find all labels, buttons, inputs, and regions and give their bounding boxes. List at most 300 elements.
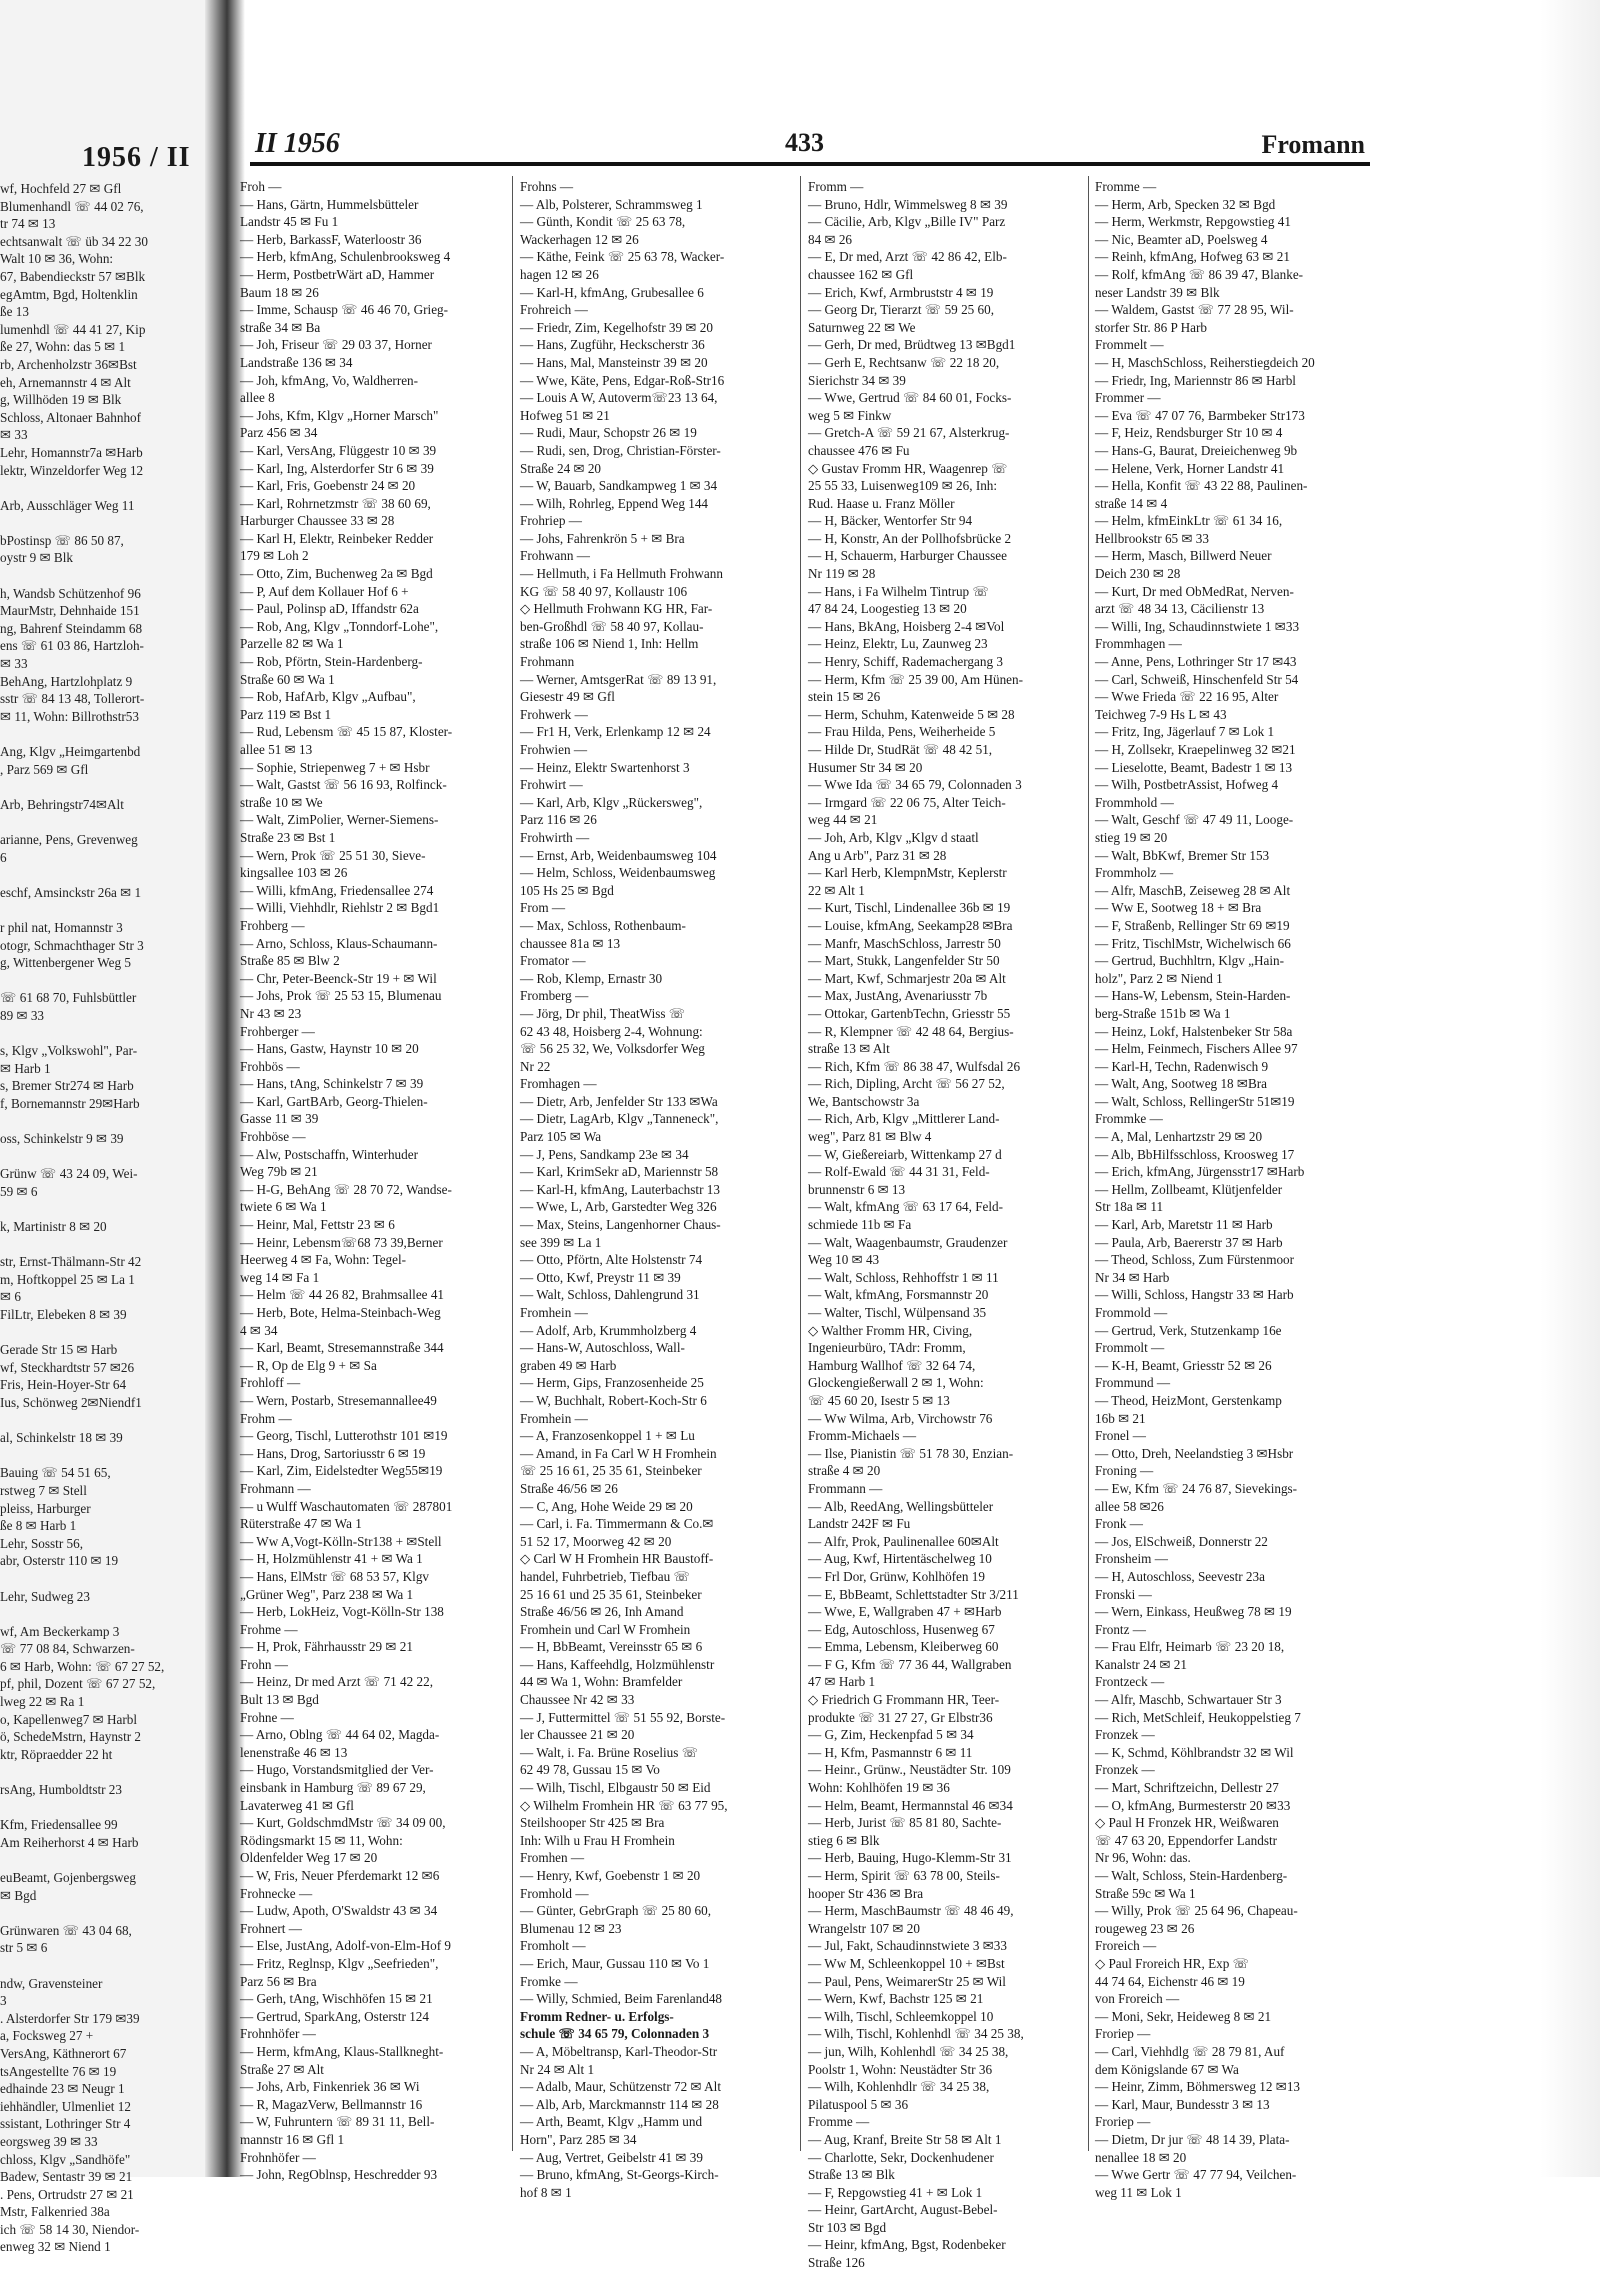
directory-entry: — Fritz, Reglnsp, Klgv „Seefrieden", [240,1955,439,1971]
directory-entry: — Heinz, Dr med Arzt ☏ 71 42 22, [240,1674,434,1690]
directory-entry: — Max, JustAng, Avenariusstr 7b [808,988,988,1004]
directory-entry: — Ww E, Sootweg 18 + ✉ Bra [1095,900,1262,916]
directory-entry: straße 4 ✉ 20 [808,1463,881,1479]
column-separator [512,176,513,2151]
directory-entry: straße 14 ✉ 4 [1095,495,1168,511]
directory-entry: — Johs, Prok ☏ 25 53 15, Blumenau [240,988,442,1004]
surname-heading: Frommund — [1095,1375,1171,1391]
left-page-line: wf, Hochfeld 27 ✉ Gfl [0,181,122,196]
firm-entry: ◇ Paul H Fronzek HR, Weißwaren [1095,1815,1279,1831]
surname-heading: Fromme — [808,2114,870,2130]
directory-entry: — Willi, kfmAng, Friedensallee 274 [240,882,434,898]
directory-entry: Straße 60 ✉ Wa 1 [240,671,335,687]
surname-heading: Frohberg — [240,917,305,933]
directory-entry: — Dietr, LagArb, Klgv „Tanneneck", [520,1111,719,1127]
directory-entry: — Wilh, Tischl, Elbgaustr 50 ✉ Eid [520,1780,711,1796]
directory-entry: ler Chaussee 21 ✉ 20 [520,1727,635,1743]
directory-entry: — Karl, Arb, Klgv „Rückersweg", [520,794,703,810]
left-page-line: Kfm, Friedensallee 99 [0,1817,118,1833]
directory-entry: weg 44 ✉ 21 [808,812,878,828]
directory-entry: — Heinr, kfmAng, Bgst, Rodenbeker [808,2237,1006,2253]
surname-heading: Frohwann — [520,548,590,564]
directory-entry: — Georg Dr, Tierarzt ☏ 59 25 60, [808,302,995,318]
left-page-line: Walt 10 ✉ 36, Wohn: [0,251,114,267]
directory-entry: — Herm, PostbetrWärt aD, Hammer [240,266,435,282]
firm-entry: ◇ Wilhelm Fromhein HR ☏ 63 77 95, [520,1797,728,1813]
directory-entry: — Henry, Schiff, Rademachergang 3 [808,654,1003,670]
directory-entry: — Walt, Schloss, Dahlengrund 31 [520,1287,700,1303]
directory-entry: — Walt, Geschf ☏ 47 49 11, Looge- [1095,812,1294,828]
directory-entry: — Herb, Bauing, Hugo-Klemm-Str 31 [808,1850,1012,1866]
directory-entry: — u Wulff Waschautomaten ☏ 287801 [240,1498,453,1514]
directory-entry: Rüterstraße 47 ✉ Wa 1 [240,1516,362,1532]
directory-entry: — Wern, Kwf, Bachstr 125 ✉ 21 [808,1991,984,2007]
left-page-line: ☏ 61 68 70, Fuhlsbüttler [0,990,137,1006]
directory-entry: — A, Franzosenkoppel 1 + ✉ Lu [520,1428,695,1444]
directory-entry: — Hans, Zugführ, Heckscherstr 36 [520,337,705,353]
directory-entry: — A, Mal, Lenhartzstr 29 ✉ 20 [1095,1129,1263,1145]
firm-entry: ◇ Friedrich G Frommann HR, Teer- [808,1692,1000,1708]
left-page-line: Lehr, Sosstr 56, [0,1535,83,1551]
surname-heading: Froning — [1095,1463,1154,1479]
directory-entry: — Otto, Kwf, Preystr 11 ✉ 39 [520,1269,681,1285]
directory-entry: Parz 456 ✉ 34 [240,425,318,441]
directory-entry: — jun, Wilh, Kohlenhdl ☏ 34 25 38, [808,2043,1009,2059]
directory-entry: Glockengießerwall 2 ✉ 1, Wohn: [808,1375,984,1391]
directory-entry: — Hellmuth, i Fa Hellmuth Frohwann [520,566,723,582]
directory-entry: ben-Großhdl ☏ 58 40 97, Kollau- [520,618,704,634]
directory-entry: — Alw, Postschaffn, Winterhuder [240,1146,418,1162]
directory-entry: — Hans-W, Autoschloss, Wall- [520,1340,685,1356]
directory-entry: — Amand, in Fa Carl W H Fromhein [520,1445,717,1461]
directory-entry: — Karl, Maur, Bundesstr 3 ✉ 13 [1095,2096,1270,2112]
directory-entry: — H, Konstr, An der Pollhofsbrücke 2 [808,530,1012,546]
left-page-line [0,1447,200,1465]
firm-entry: Fromm Redner- u. Erfolgs- [520,2008,674,2024]
directory-entry: — Arno, Schloss, Klaus-Schaumann- [240,935,438,951]
directory-entry: Blumenau 12 ✉ 23 [520,1920,622,1936]
directory-entry: — Wern, Postarb, Stresemannallee49 [240,1392,437,1408]
directory-entry: Fromhein und Carl W Fromhein [520,1621,691,1637]
directory-entry: — Moni, Sekr, Heideweg 8 ✉ 21 [1095,2008,1272,2024]
directory-entry: Parzelle 82 ✉ Wa 1 [240,636,344,652]
surname-heading: Fronski — [1095,1586,1152,1602]
directory-entry: — Rud, Lebensm ☏ 45 15 87, Kloster- [240,724,453,740]
directory-column-2 [520,178,778,2200]
surname-heading: Frohreich — [520,302,588,318]
directory-entry: — Alb, Arb, Marckmannstr 114 ✉ 28 [520,2096,719,2112]
directory-entry: — F G, Kfm ☏ 77 36 44, Wallgraben [808,1656,1012,1672]
surname-heading: Frohnhöfer — [240,2149,316,2165]
directory-entry: — H-G, BehAng ☏ 28 70 72, Wandse- [240,1181,452,1197]
directory-entry: — Gertrud, Verk, Stutzenkamp 16e [1095,1322,1282,1338]
directory-entry: — Heinr., Grünw., Neustädter Str. 109 [808,1762,1011,1778]
directory-entry: — H, MaschSchloss, Reiherstiegdeich 20 [1095,354,1315,370]
left-page-line: edhainde 23 ✉ Neugr 1 [0,2081,125,2097]
left-page-line: oss, Schinkelstr 9 ✉ 39 [0,1131,124,1147]
directory-entry: ☏ 45 60 20, Isestr 5 ✉ 13 [808,1392,950,1408]
directory-entry: 62 43 48, Hoisberg 2-4, Wohnung: [520,1023,703,1039]
directory-entry: — Walt, Gastst ☏ 56 16 93, Rolfinck- [240,777,447,793]
directory-entry: — Heinr, Lebensm☏68 73 39,Berner [240,1234,443,1250]
directory-entry: — Helm, Schloss, Weidenbaumsweg [520,865,716,881]
directory-entry: Pilatuspool 5 ✉ 36 [808,2096,909,2112]
directory-entry: ☏ 47 63 20, Eppendorfer Landstr [1095,1832,1278,1848]
left-page-line: ndw, Gravensteiner [0,1975,103,1991]
left-page-line: BehAng, Hartzlohplatz 9 [0,673,133,689]
directory-entry: Sierichstr 34 ✉ 39 [808,372,906,388]
directory-entry: — Hans-W, Lebensm, Stein-Harden- [1095,988,1291,1004]
directory-entry: Deich 230 ✉ 28 [1095,566,1181,582]
directory-entry: — Rolf-Ewald ☏ 44 31 31, Feld- [808,1164,990,1180]
directory-entry: — Erich, Kwf, Armbruststr 4 ✉ 19 [808,284,994,300]
surname-heading: Frommann — [808,1480,883,1496]
left-page-line: o, Kapellenweg7 ✉ Harbl [0,1711,138,1727]
directory-entry: Parz 56 ✉ Bra [240,1973,317,1989]
left-page-line: Am Reiherhorst 4 ✉ Harb [0,1834,139,1850]
directory-entry: — Irmgard ☏ 22 06 75, Alter Teich- [808,794,1006,810]
directory-entry: Frohmann [520,654,575,670]
left-page-line: f, Bornemannstr 29✉Harb [0,1095,140,1111]
directory-entry: — Georg, Tischl, Lutterothstr 101 ✉19 [240,1428,448,1444]
directory-entry: — E, BbBeamt, Schlettstadter Str 3/211 [808,1586,1019,1602]
directory-entry: — Helm, Feinmech, Fischers Allee 97 [1095,1041,1298,1057]
directory-entry: — R, Klempner ☏ 42 48 64, Bergius- [808,1023,1014,1039]
directory-entry: straße 106 ✉ Niend 1, Inh: Hellm [520,636,699,652]
surname-heading: Froriep — [1095,2114,1151,2130]
directory-entry: — Fritz, Ing, Jägerlauf 7 ✉ Lok 1 [1095,724,1275,740]
surname-heading: Frohnert — [240,1920,302,1936]
left-page-line: r phil nat, Homannstr 3 [0,919,123,935]
left-page-line: , Parz 569 ✉ Gfl [0,761,89,777]
surname-heading: Frontz — [1095,1621,1146,1637]
directory-entry: chaussee 162 ✉ Gfl [808,266,914,282]
directory-entry: Ang u Arb", Parz 31 ✉ 28 [808,847,947,863]
left-page-line [0,1148,200,1166]
surname-heading: von Froreich — [1095,1991,1180,2007]
directory-entry: Harburger Chaussee 33 ✉ 28 [240,513,395,529]
directory-entry: schmiede 11b ✉ Fa [808,1217,912,1233]
directory-entry: — Wilh, Tischl, Kohlenhdl ☏ 34 25 38, [808,2026,1024,2042]
directory-entry: stieg 19 ✉ 20 [1095,829,1168,845]
directory-entry: — Manfr, MaschSchloss, Jarrestr 50 [808,935,1001,951]
directory-entry: mannstr 16 ✉ Gfl 1 [240,2131,345,2147]
directory-entry: — Karl-H, Techn, Radenwisch 9 [1095,1058,1269,1074]
directory-entry: — Willi, Schloss, Hangstr 33 ✉ Harb [1095,1287,1294,1303]
directory-entry: Teichweg 7-9 Hs L ✉ 43 [1095,706,1227,722]
directory-entry: produkte ☏ 31 27 27, Gr Elbstr36 [808,1709,993,1725]
directory-entry: — Aug, Kranf, Breite Str 58 ✉ Alt 1 [808,2131,1002,2147]
left-page-line [0,1200,200,1218]
directory-entry: weg", Parz 81 ✉ Blw 4 [808,1129,932,1145]
directory-entry: Nr 34 ✉ Harb [1095,1269,1170,1285]
directory-entry: — Fr1 H, Verk, Erlenkamp 12 ✉ 24 [520,724,711,740]
directory-entry: — Walt, Waagenbaumstr, Graudenzer [808,1234,1008,1250]
directory-entry: — Karl, Arb, Maretstr 11 ✉ Harb [1095,1217,1273,1233]
directory-entry: — Walt, kfmAng ☏ 63 17 64, Feld- [808,1199,1004,1215]
left-page-line: otogr, Schmachthager Str 3 [0,937,144,953]
directory-entry: Straße 46/56 ✉ 26, Inh Amand [520,1604,684,1620]
directory-entry: — Mart, Stukk, Langenfelder Str 50 [808,953,1000,969]
directory-entry: — Hans, ElMstr ☏ 68 53 57, Klgv [240,1568,430,1584]
left-page-line: echtsanwalt ☏ üb 34 22 30 [0,233,148,249]
directory-entry: — Wilh, PostbetrAssist, Hofweg 4 [1095,777,1279,793]
directory-entry: — Paula, Arb, Baererstr 37 ✉ Harb [1095,1234,1283,1250]
directory-entry: — Wilh, Kohlenhdlr ☏ 34 25 38, [808,2079,990,2095]
directory-entry: — Herm, Arb, Specken 32 ✉ Bgd [1095,196,1276,212]
left-page-line: g, Willhöden 19 ✉ Blk [0,392,122,408]
directory-entry: arzt ☏ 48 34 13, Cäcilienstr 13 [1095,601,1265,617]
directory-entry: schule ☏ 34 65 79, Colonnaden 3 [520,2026,710,2042]
directory-entry: — Willy, Schmied, Beim Farenland48 [520,1991,723,2007]
directory-entry: — Herb, LokHeiz, Vogt-Kölln-Str 138 [240,1604,444,1620]
left-page-line: euBeamt, Gojenbergsweg [0,1870,136,1885]
left-page-line [0,1570,200,1588]
surname-heading: Froreich — [1095,1938,1157,1954]
directory-entry: Weg 10 ✉ 43 [808,1252,880,1268]
left-page-line [0,1904,200,1922]
left-page-line: 59 ✉ 6 [0,1183,38,1199]
directory-entry: Str 18a ✉ 11 [1095,1199,1164,1215]
directory-entry: — H, Autoschloss, Seevestr 23a [1095,1568,1265,1584]
left-page-line: al, Schinkelstr 18 ✉ 39 [0,1430,123,1446]
directory-entry: — Wwe, Gertrud ☏ 84 60 01, Focks- [808,390,1012,406]
directory-entry: — Hans, i Fa Wilhelm Tintrup ☏ [808,583,989,599]
left-page-line: ✉ 11, Wohn: Billrothstr53 [0,708,139,724]
directory-entry: — Paul, Pens, WeimarerStr 25 ✉ Wil [808,1973,1006,1989]
directory-entry: — K, Schmd, Köhlbrandstr 32 ✉ Wil [1095,1744,1294,1760]
directory-entry: — Gerh, tAng, Wischhöfen 15 ✉ 21 [240,1991,433,2007]
surname-heading: Frohme — [240,1621,298,1637]
directory-entry: Kanalstr 24 ✉ 21 [1095,1656,1187,1672]
surname-heading: Fronel — [1095,1428,1146,1444]
directory-entry: — Herm, Gips, Franzosenheide 25 [520,1375,704,1391]
surname-heading: Frohloff — [240,1375,301,1391]
directory-entry: — Rudi, Maur, Schopstr 26 ✉ 19 [520,425,697,441]
left-page-line: wf, Steckhardtstr 57 ✉26 [0,1359,135,1375]
directory-entry: — A, Möbeltransp, Karl-Theodor-Str [520,2043,718,2059]
directory-entry: — P, Auf dem Kollauer Hof 6 + [240,583,409,599]
directory-entry: — Arno, Oblng ☏ 44 64 02, Magda- [240,1727,440,1743]
directory-entry: hof 8 ✉ 1 [520,2184,572,2200]
directory-entry: — Lieselotte, Beamt, Badestr 1 ✉ 13 [1095,759,1293,775]
directory-entry: Rud. Haase u. Franz Möller [808,495,955,511]
left-page-line: 89 ✉ 33 [0,1007,45,1023]
left-page-line: Arb, Ausschläger Weg 11 [0,497,135,513]
directory-entry: — Edg, Autoschloss, Husenweg 67 [808,1621,995,1637]
directory-entry: — Herb, kfmAng, Schulenbrooksweg 4 [240,249,451,265]
left-page-line: iehhändler, Ulmenliet 12 [0,2098,131,2114]
left-page-line: eorgsweg 39 ✉ 33 [0,2133,98,2149]
directory-entry: 25 55 33, Luisenweg109 ✉ 26, Inh: [808,478,998,494]
firm-entry: ◇ Walther Fromm HR, Civing, [808,1322,973,1338]
directory-entry: — Rich, Dipling, Archt ☏ 56 27 52, [808,1076,1005,1092]
surname-heading: Frohnecke — [240,1885,313,1901]
directory-entry: — Karl, KrimSekr aD, Mariennstr 58 [520,1164,719,1180]
directory-column-4 [1095,178,1353,2200]
directory-entry: handel, Fuhrbetrieb, Tiefbau ☏ [520,1568,690,1584]
directory-entry: — Ww A,Vogt-Kölln-Str138 + ✉Stell [240,1533,442,1549]
directory-entry: allee 8 [240,390,275,406]
left-page-line: Grünw ☏ 43 24 09, Wei- [0,1166,138,1182]
directory-entry: Str 103 ✉ Bgd [808,2219,887,2235]
directory-entry: — Kurt, GoldschmdMstr ☏ 34 09 00, [240,1815,446,1831]
directory-entry: — Herm, Schuhm, Katenweide 5 ✉ 28 [808,706,1015,722]
directory-entry: Rödingsmarkt 15 ✉ 11, Wohn: [240,1832,403,1848]
left-page-line: Lehr, Homannstr7a ✉Harb [0,444,143,460]
left-page-line: ö, SchedeMstrn, Haynstr 2 [0,1729,142,1745]
left-page-line: lweg 22 ✉ Ra 1 [0,1694,85,1710]
directory-entry: — Otto, Pförtn, Alte Holstenstr 74 [520,1252,703,1268]
directory-entry: — Frau Hilda, Pens, Weiherheide 5 [808,724,996,740]
surname-heading: Frommholz — [1095,865,1174,881]
directory-entry: — Herm, MaschBaumstr ☏ 48 46 49, [808,1903,1014,1919]
directory-entry: Parz 105 ✉ Wa [520,1129,602,1145]
left-page-line [0,479,200,497]
directory-entry: nenallee 18 ✉ 20 [1095,2149,1187,2165]
directory-entry: — Alb, BbHilfsschloss, Kroosweg 17 [1095,1146,1295,1162]
directory-entry: — Hans, Gastw, Haynstr 10 ✉ 20 [240,1041,419,1057]
directory-entry: — Gretch-A ☏ 59 21 67, Alsterkrug- [808,425,1010,441]
directory-entry: Gasse 11 ✉ 39 [240,1111,319,1127]
directory-entry: — Nic, Beamter aD, Poelsweg 4 [1095,231,1268,247]
header-year: II 1956 [255,128,340,159]
directory-entry: lenenstraße 46 ✉ 13 [240,1744,348,1760]
left-page-line: m, Hoftkoppel 25 ✉ La 1 [0,1271,135,1287]
left-page-line [0,778,200,796]
left-page-line: g, Wittenbergener Weg 5 [0,955,131,971]
directory-entry: — Alfr, Prok, Paulinenallee 60✉Alt [808,1533,999,1549]
directory-entry: — Wwe Frieda ☏ 22 16 95, Alter [1095,689,1279,705]
directory-entry: — Waldem, Gastst ☏ 77 28 95, Wil- [1095,302,1294,318]
directory-entry: — C, Ang, Hohe Weide 29 ✉ 20 [520,1498,693,1514]
left-page-line [0,514,200,532]
directory-entry: — Rob, Klemp, Ernastr 30 [520,970,663,986]
surname-heading: Frontzeck — [1095,1674,1165,1690]
directory-entry: Parz 119 ✉ Bst 1 [240,706,332,722]
directory-entry: — Walt, Schloss, RellingerStr 51✉19 [1095,1093,1295,1109]
directory-entry: Landstr 45 ✉ Fu 1 [240,214,339,230]
directory-entry: — Herm, Masch, Billwerd Neuer [1095,548,1272,564]
surname-heading: Frommhagen — [1095,636,1182,652]
directory-entry: — Anne, Pens, Lothringer Str 17 ✉43 [1095,654,1297,670]
directory-entry: weg 14 ✉ Fa 1 [240,1269,320,1285]
surname-heading: Frohböse — [240,1129,306,1145]
directory-entry: 179 ✉ Loh 2 [240,548,309,564]
directory-entry: — Karl, Zim, Eidelstedter Weg55✉19 [240,1463,443,1479]
directory-entry: — W, Buchhalt, Robert-Koch-Str 6 [520,1392,707,1408]
directory-entry: — Karl, Fris, Goebenstr 24 ✉ 20 [240,478,416,494]
directory-entry: — Carl, Schweiß, Hinschenfeld Str 54 [1095,671,1299,687]
directory-entry: — Aug, Vertret, Geibelstr 41 ✉ 39 [520,2149,703,2165]
directory-entry: 44 ✉ Wa 1, Wohn: Bramfelder [520,1674,683,1690]
directory-entry: — Karl, VersAng, Flüggestr 10 ✉ 39 [240,442,437,458]
directory-entry: dem Königslande 67 ✉ Wa [1095,2061,1239,2077]
left-page-line [0,813,200,831]
directory-entry: 47 84 24, Loogestieg 13 ✉ 20 [808,601,967,617]
directory-entry: — Karl, GartBArb, Georg-Thielen- [240,1093,428,1109]
left-page-line: Bauing ☏ 54 51 65, [0,1465,111,1481]
directory-entry: — Wwe Ida ☏ 34 65 79, Colonnaden 3 [808,777,1022,793]
left-page-line: ße 8 ✉ Harb 1 [0,1518,77,1534]
directory-entry: — Adolf, Arb, Krummholzberg 4 [520,1322,697,1338]
directory-entry: 22 ✉ Alt 1 [808,882,865,898]
directory-entry: — Hans, BkAng, Hoisberg 2-4 ✉Vol [808,618,1005,634]
left-page-line: egAmtm, Bgd, Holtenklin [0,286,138,302]
directory-entry: — Werner, AmtsgerRat ☏ 89 13 91, [520,671,717,687]
left-page-line: eh, Arnemannstr 4 ✉ Alt [0,374,131,390]
left-page-line: MaurMstr, Dehnhaide 151 [0,603,140,619]
directory-entry: allee 58 ✉26 [1095,1498,1164,1514]
directory-entry: — F, Repgowstieg 41 + ✉ Lok 1 [808,2184,983,2200]
directory-entry: ☏ 56 25 32, We, Volksdorfer Weg [520,1041,705,1057]
directory-entry: — Herb, Jurist ☏ 85 81 80, Sachte- [808,1815,1002,1831]
left-page-line: 67, Babendieckstr 57 ✉Blk [0,268,146,284]
directory-entry: — Walt, Schloss, Stein-Hardenberg- [1095,1868,1288,1883]
left-page-line: Lehr, Sudweg 23 [0,1588,90,1604]
left-page-line [0,1851,200,1869]
directory-entry: — R, MagazVerw, Bellmannstr 16 [240,2096,423,2112]
directory-entry: — Dietm, Dr jur ☏ 48 14 39, Plata- [1095,2131,1290,2147]
directory-entry: Wackerhagen 12 ✉ 26 [520,231,639,247]
left-page-line: Mstr, Falkenried 38a [0,2204,110,2220]
directory-entry: — Alfr, MaschB, Zeiseweg 28 ✉ Alt [1095,882,1291,898]
directory-entry: — Cäcilie, Arb, Klgv „Bille IV" Parz [808,214,1006,230]
directory-entry: — Helm, kfmEinkLtr ☏ 61 34 16, [1095,513,1283,529]
directory-entry: Nr 96, Wohn: das. [1095,1850,1191,1866]
surname-heading: Frohberger — [240,1023,315,1039]
surname-heading: Fromm-Michaels — [808,1428,917,1444]
surname-heading: Frohbös — [240,1058,300,1074]
directory-entry: — Wilh, Rohrleg, Eppend Weg 144 [520,495,709,511]
surname-heading: Frohne — [240,1709,294,1725]
surname-heading: Fromhen — [520,1850,585,1866]
left-page-header: 1956 / II [82,142,191,173]
directory-entry: — Willi, Viehhdlr, Riehlstr 2 ✉ Bgd1 [240,900,440,916]
surname-heading: Frommer — [1095,390,1161,406]
directory-entry: — Karl Herb, KlempnMstr, Keplerstr [808,865,1007,881]
left-page-line: rb, Archenholzstr 36✉Bst [0,356,137,372]
left-page-line: 6 [0,849,7,865]
directory-entry: Baum 18 ✉ 26 [240,284,319,300]
directory-entry: — Rudi, sen, Drog, Christian-Förster- [520,442,721,458]
directory-entry: — Wern, Prok ☏ 25 51 30, Sieve- [240,847,426,863]
directory-entry: — Ilse, Pianistin ☏ 51 78 30, Enzian- [808,1445,1014,1461]
directory-entry: Nr 22 [520,1058,551,1074]
directory-entry: — Jörg, Dr phil, TheatWiss ☏ [520,1005,686,1021]
directory-entry: Bult 13 ✉ Bgd [240,1692,319,1708]
firm-entry: ◇ Hellmuth Frohwann KG HR, Far- [520,601,713,617]
directory-entry: hagen 12 ✉ 26 [520,266,599,282]
directory-entry: — Charlotte, Sekr, Dockenhudener [808,2149,994,2165]
directory-entry: — Wwe, L, Arb, Garstedter Weg 326 [520,1199,717,1215]
left-page-line [0,1957,200,1975]
directory-entry: — Hella, Konfit ☏ 43 22 88, Paulinen- [1095,478,1308,494]
directory-entry: storfer Str. 86 P Harb [1095,319,1207,335]
directory-entry: — Walt, i. Fa. Brüne Roselius ☏ [520,1744,699,1760]
surname-heading: Frohwirth — [520,829,590,845]
directory-entry: — Bruno, kfmAng, St-Georgs-Kirch- [520,2167,719,2183]
directory-entry: Straße 126 [808,2255,865,2271]
directory-entry: ☏ 25 16 61, 25 35 61, Steinbeker [520,1463,702,1479]
surname-heading: Frohnhöfer — [240,2026,316,2042]
directory-entry: We, Bantschowstr 3a [808,1093,920,1109]
surname-heading: Fromator — [520,953,586,969]
left-page-line: s, Klgv „Volkswohl", Par- [0,1043,138,1059]
directory-entry: Straße 85 ✉ Blw 2 [240,953,340,969]
directory-entry: — Carl, i. Fa. Timmermann & Co.✉ [520,1516,714,1532]
header-rule [250,162,1370,166]
